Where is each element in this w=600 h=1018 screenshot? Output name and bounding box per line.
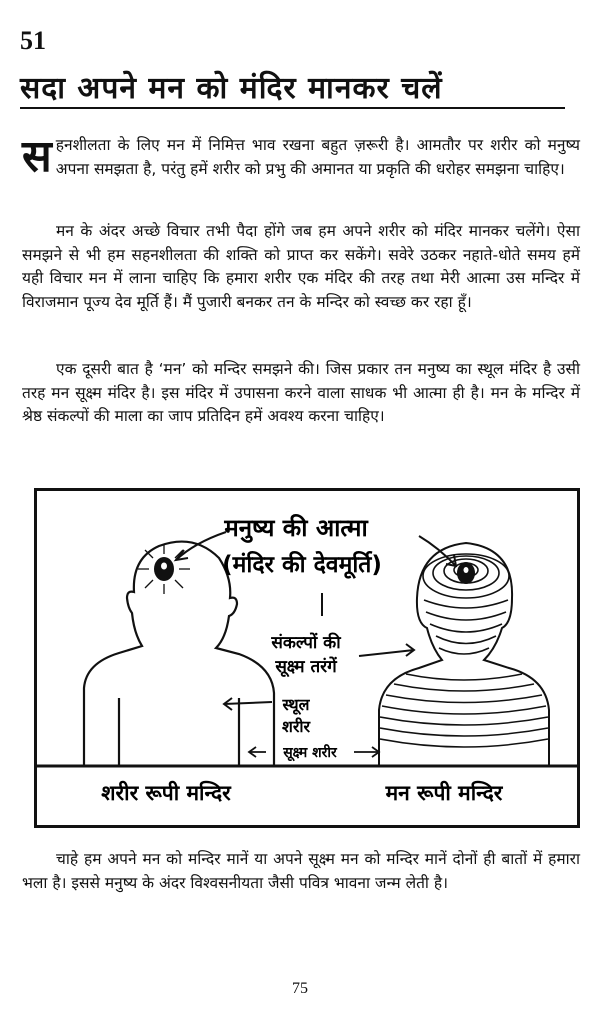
- paragraph-1: [22, 131, 580, 182]
- caption-mind-temple: मन रूपी मन्दिर: [385, 781, 503, 805]
- label-deity: (मंदिर की देवमूर्ति): [222, 552, 382, 578]
- paragraph-2: [22, 220, 580, 314]
- body-rings: [380, 674, 548, 747]
- label-subtle-body: सूक्ष्म शरीर: [283, 745, 337, 761]
- label-thoughts-2: सूक्ष्म तरंगें: [275, 657, 337, 677]
- label-gross-1: स्थूल: [282, 695, 310, 714]
- caption-body-temple: शरीर रूपी मन्दिर: [101, 781, 231, 805]
- drop-cap: स: [22, 131, 52, 182]
- paragraph-3-text: एक दूसरी बात है ‘मन’ को मन्दिर समझने की। जिस प्रकार तन मनुष्य का स्थूल मंदिर है उसी तरह मन सूक्ष्म मंदिर है। इस मंदिर में उपासना करने वाला साधक भी आत्मा ही है। मन के मन्दिर में श्रेष्ठ संकल्पों की माला का जाप प्रतिदिन हमें अवश्य करना चाहिए।: [22, 360, 580, 425]
- paragraph-4: [22, 848, 580, 895]
- thought-arrow: [359, 644, 414, 656]
- page-number: 75: [292, 980, 308, 997]
- paragraph-2-text: मन के अंदर अच्छे विचार तभी पैदा होंगे जब हम अपने शरीर को मंदिर मानकर चलेंगे। ऐसा समझने से भी हम सहनशीलता की शक्ति को प्राप्त कर सकेंगे। सवेरे उठकर नहाते-धोते समय हमें यही विचार मन में लाना चाहिए कि हमारा शरीर एक मंदिर की तरह तथा मेरी आत्मा उस मन्दिर में विराजमान पूज्य देव मूर्ति हैं। मैं पुजारी बनकर तन के मन्दिर को स्वच्छ कर रहा हूँ।: [22, 222, 580, 311]
- label-thoughts-1: संकल्पों की: [271, 633, 341, 653]
- paragraph-3: [22, 358, 580, 429]
- label-gross-2: शरीर: [281, 717, 311, 736]
- temple-illustration: [34, 488, 580, 828]
- chapter-number: 51: [20, 26, 46, 55]
- title-underline: [20, 107, 565, 109]
- gross-body-arrow: [224, 698, 272, 710]
- chapter-title: सदा अपने मन को मंदिर मानकर चलें: [20, 71, 443, 106]
- paragraph-1-text: हनशीलता के लिए मन में निमित्त भाव रखना बहुत ज़रूरी है। आमतौर पर शरीर को मनुष्य अपना समझता है, परंतु हमें शरीर को प्रभु की अमानत या प्रकृति की धरोहर समझना चाहिए।: [55, 136, 580, 178]
- paragraph-4-text: चाहे हम अपने मन को मन्दिर मानें या अपने सूक्ष्म मन को मन्दिर मानें दोनों ही बातों में हमारा भला है। इससे मनुष्य के अंदर विश्वसनीयता जैसी पवित्र भावना जन्म लेती है।: [22, 850, 580, 892]
- label-soul: मनुष्य की आत्मा: [224, 514, 368, 542]
